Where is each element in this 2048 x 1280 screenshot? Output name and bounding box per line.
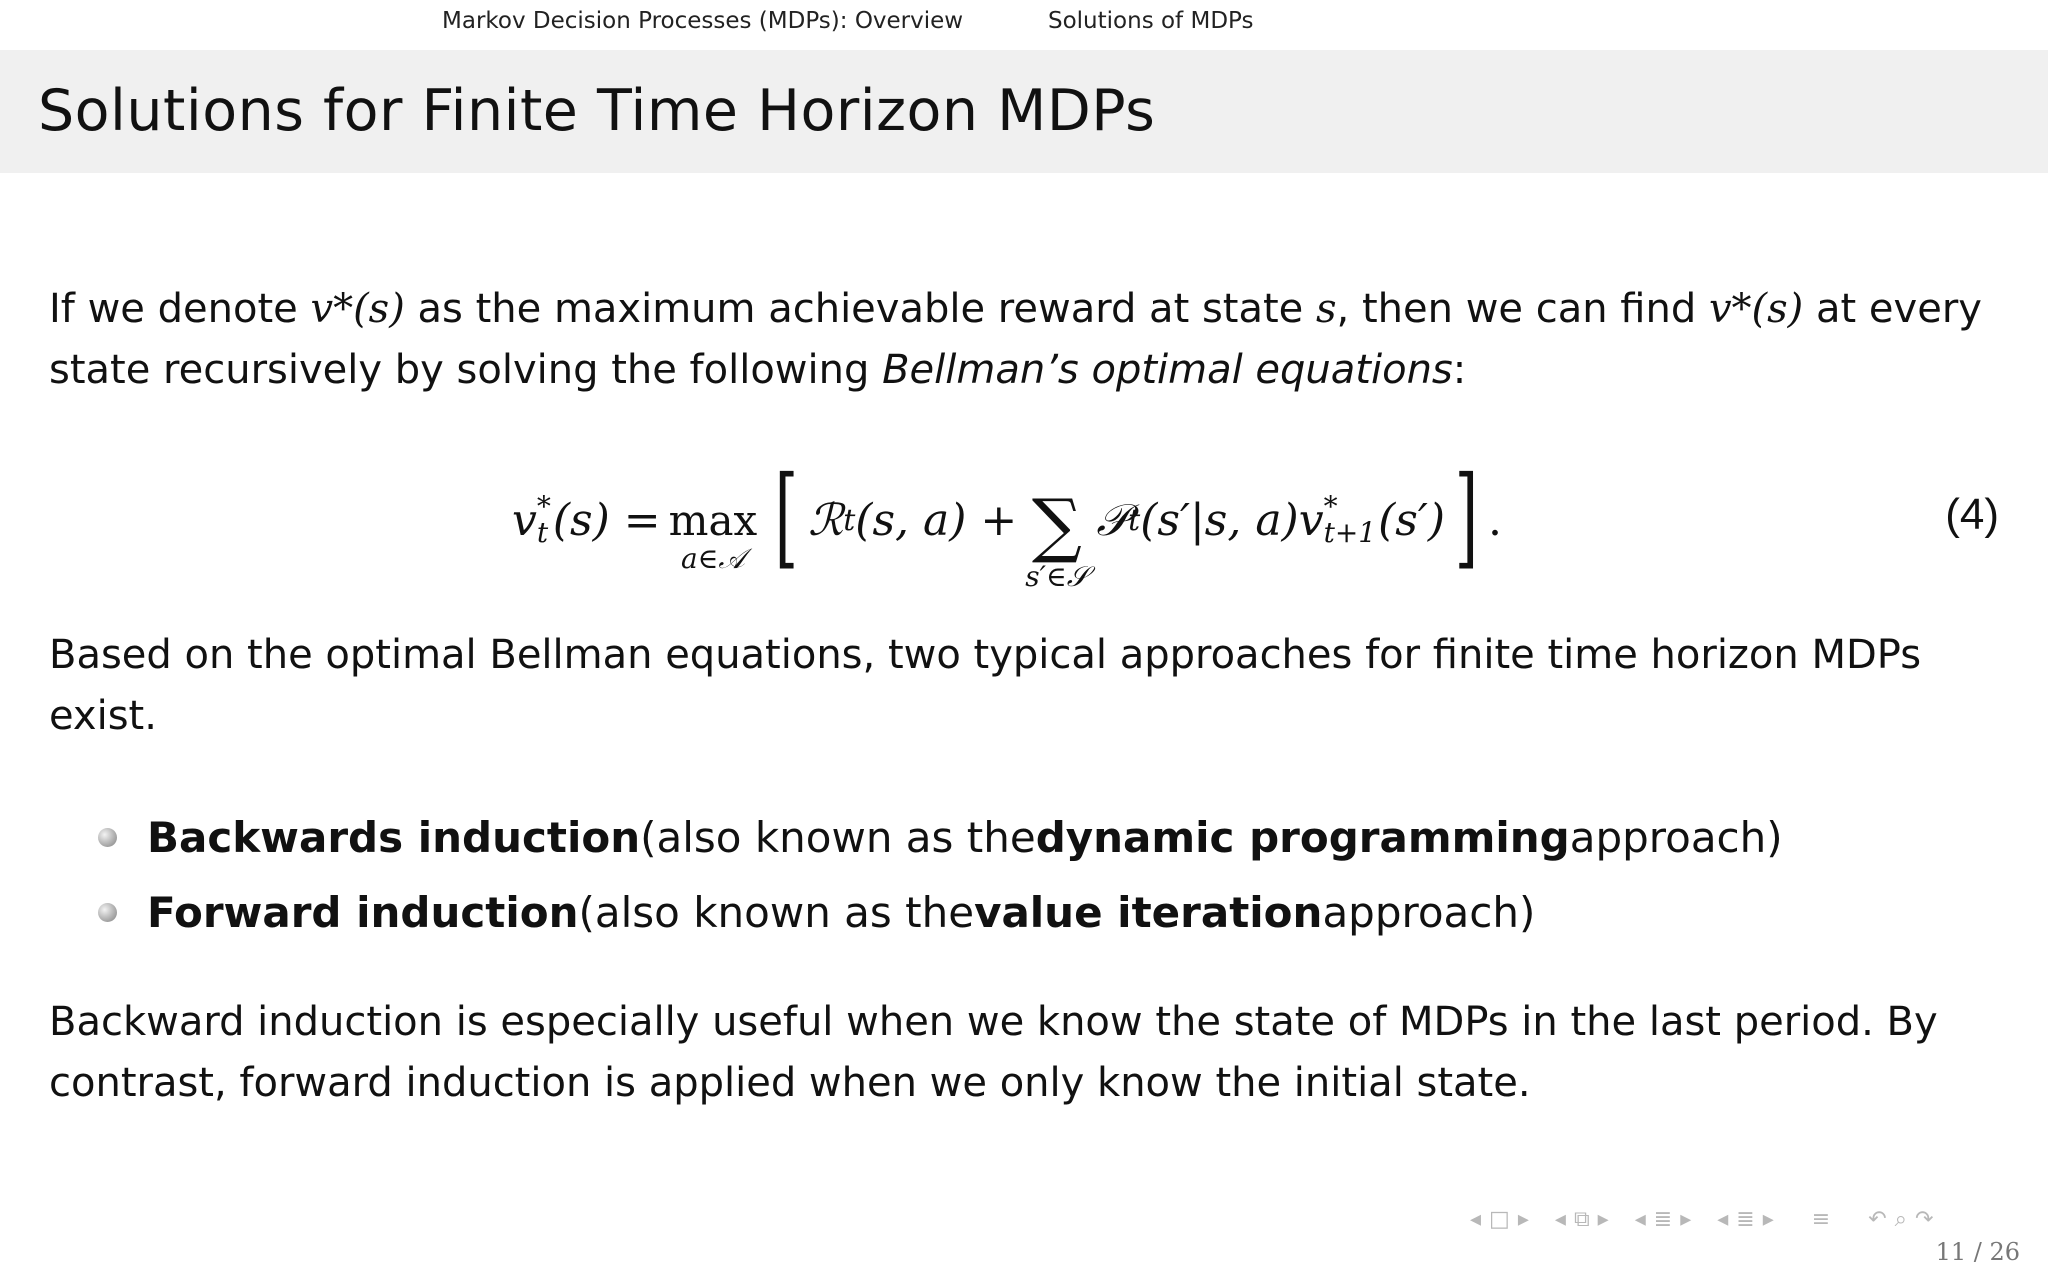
undo-icon[interactable]: ↶ bbox=[1868, 1206, 1887, 1232]
conclusion-paragraph: Backward induction is especially useful when we know the state of MDPs in the last period. By contrast, forward induction is applied when we only know the initial state. bbox=[49, 999, 1938, 1106]
approaches-paragraph: Based on the optimal Bellman equations, two typical approaches for finite time horizon MDPs exist. bbox=[49, 632, 1922, 739]
bullet-ball-icon bbox=[98, 828, 117, 847]
sum-operator bbox=[1025, 484, 1089, 594]
sum-limit: s′∈𝒮 bbox=[1025, 560, 1089, 593]
section-icon[interactable]: ≣ bbox=[1653, 1206, 1673, 1232]
bullet-term: Backwards induction bbox=[147, 813, 641, 862]
reward-sub: t bbox=[843, 502, 856, 538]
bullet-ball-icon bbox=[98, 903, 117, 922]
headline-section[interactable]: Markov Decision Processes (MDPs): Overview bbox=[442, 8, 964, 34]
prev-section-arrow-icon[interactable]: ◂ bbox=[1634, 1206, 1646, 1232]
page-number: 11 / 26 bbox=[1935, 1238, 2020, 1266]
prev-frame-arrow-icon[interactable]: ◂ bbox=[1470, 1206, 1482, 1232]
eq-lhs-v: v bbox=[512, 494, 537, 546]
bullet-text: (also known as the bbox=[578, 888, 975, 937]
bullet-alt-term: dynamic programming bbox=[1035, 813, 1570, 862]
v-next-sup: * bbox=[1323, 490, 1338, 523]
equation-number: (4) bbox=[1945, 490, 1999, 539]
v-next-arg: (s′) bbox=[1378, 494, 1446, 546]
list-item bbox=[98, 800, 1783, 875]
frame-icon[interactable]: □ bbox=[1489, 1206, 1510, 1232]
next-frame-arrow-icon[interactable]: ▸ bbox=[1517, 1206, 1529, 1232]
bullet-alt-term: value iteration bbox=[974, 888, 1323, 937]
approaches-list bbox=[98, 800, 1783, 950]
bellman-equation bbox=[0, 440, 2048, 600]
list-item bbox=[98, 875, 1783, 950]
beamer-navigation bbox=[1470, 1204, 2030, 1234]
eq-period: . bbox=[1487, 494, 1502, 546]
max-limit: a∈𝒜 bbox=[680, 542, 745, 575]
v-next-sub: t+1 bbox=[1323, 516, 1377, 549]
max-operator bbox=[668, 496, 758, 576]
next-part-arrow-icon[interactable]: ▸ bbox=[1762, 1206, 1774, 1232]
para1-text-d: at every state recursively by solving the following bbox=[49, 286, 1982, 393]
redo-icon[interactable]: ↷ bbox=[1914, 1206, 1934, 1232]
max-op: max bbox=[668, 496, 758, 545]
reward-symbol: ℛ bbox=[808, 495, 844, 545]
bullet-text-end: approach) bbox=[1569, 813, 1783, 862]
bullet-text-end: approach) bbox=[1322, 888, 1536, 937]
outline-icon[interactable]: ≡ bbox=[1811, 1206, 1831, 1232]
reward-arg: (s, a) + bbox=[855, 494, 1018, 546]
math-v-star-s-2: v*(s) bbox=[1708, 286, 1804, 332]
para1-text-e: : bbox=[1452, 347, 1467, 393]
math-s: s bbox=[1316, 286, 1337, 332]
prob-sub: t bbox=[1128, 502, 1141, 538]
eq-lhs-sub: t bbox=[536, 516, 549, 549]
math-v-star-s: v*(s) bbox=[310, 286, 405, 332]
page-title: Solutions for Finite Time Horizon MDPs bbox=[38, 78, 1156, 144]
bullet-text: (also known as the bbox=[640, 813, 1036, 862]
eq-lhs-sup: * bbox=[536, 490, 551, 523]
eq-lhs-arg: (s) = bbox=[552, 494, 661, 546]
prev-subsection-arrow-icon[interactable]: ◂ bbox=[1554, 1206, 1566, 1232]
next-subsection-arrow-icon[interactable]: ▸ bbox=[1597, 1206, 1609, 1232]
para1-text-b: as the maximum achievable reward at state bbox=[404, 286, 1317, 332]
part-icon[interactable]: ≣ bbox=[1736, 1206, 1755, 1232]
prev-part-arrow-icon[interactable]: ◂ bbox=[1717, 1206, 1729, 1232]
right-bracket: ] bbox=[1454, 452, 1479, 580]
prob-symbol: 𝒫 bbox=[1096, 495, 1129, 545]
bullet-term: Forward induction bbox=[147, 888, 579, 937]
equation-body bbox=[512, 440, 1502, 600]
subsection-icon[interactable]: ⧉ bbox=[1573, 1206, 1590, 1232]
intro-paragraph bbox=[49, 279, 2009, 401]
bellman-emphasis: Bellman’s optimal equations bbox=[882, 347, 1453, 393]
left-bracket: [ bbox=[774, 452, 799, 580]
headline-bar bbox=[0, 0, 2048, 48]
search-icon[interactable]: ⌕ bbox=[1894, 1206, 1907, 1232]
para1-text-a: If we denote bbox=[49, 286, 311, 332]
headline-subsection[interactable]: Solutions of MDPs bbox=[1048, 8, 1254, 34]
sum-op: ∑ bbox=[1031, 484, 1082, 566]
para1-text-c: , then we can find bbox=[1336, 286, 1709, 332]
next-section-arrow-icon[interactable]: ▸ bbox=[1680, 1206, 1692, 1232]
frame-title-band bbox=[0, 50, 2048, 173]
prob-arg: (s′|s, a)v bbox=[1140, 494, 1324, 546]
